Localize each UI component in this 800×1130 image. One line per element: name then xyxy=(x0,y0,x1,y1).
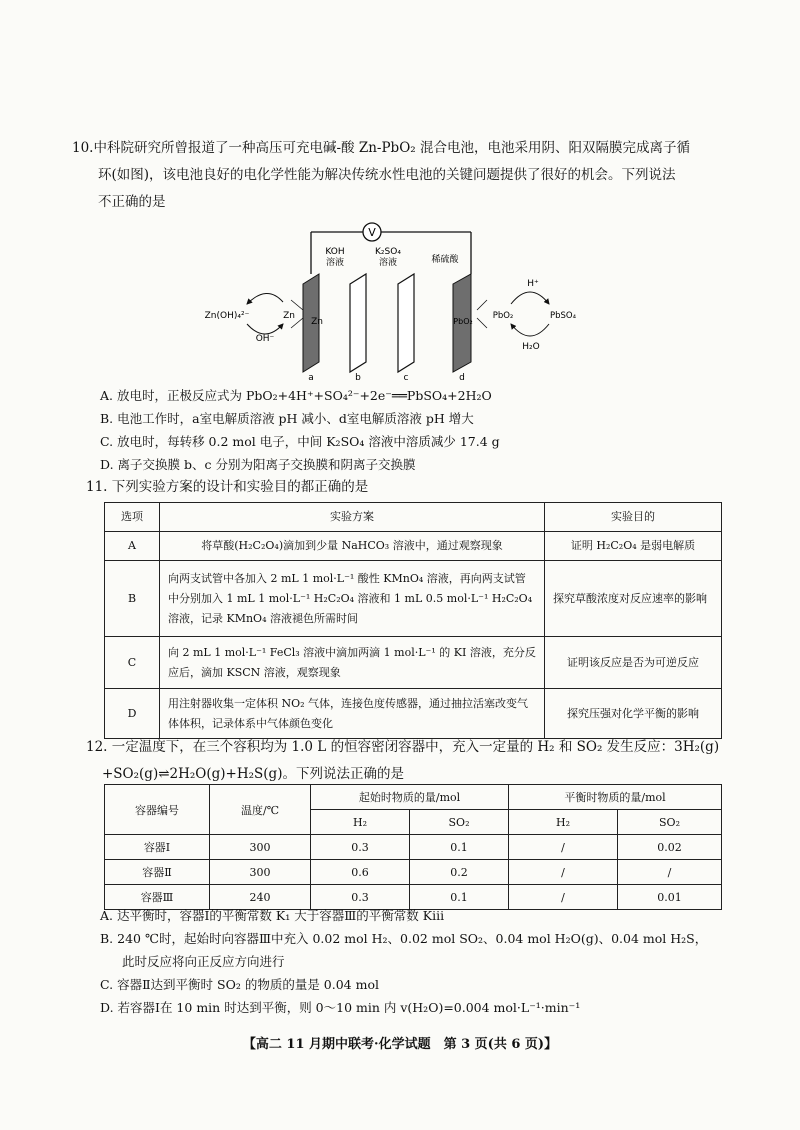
question-10-stem xyxy=(72,135,732,216)
label-k2so4: K₂SO₄ xyxy=(375,247,401,257)
q12-header-equilibrium: 平衡时物质的量/mol xyxy=(509,785,722,810)
q11-row-c-option: C xyxy=(105,637,160,689)
q11-row-a-goal: 证明 H₂C₂O₄ 是弱电解质 xyxy=(545,532,722,561)
voltmeter-label: V xyxy=(368,226,376,239)
q12-row-1-h2-initial: 0.3 xyxy=(311,835,410,860)
right-cycle-arrow-bottom xyxy=(511,324,549,336)
q12-line-1: 12. 一定温度下，在三个容积均为 1.0 L 的恒容密闭容器中，充入一定量的 H₂ 和 SO₂ 发生反应：3H₂(g) xyxy=(86,739,720,755)
table-row xyxy=(105,532,722,561)
q11-row-b-plan: 向两支试管中各加入 2 mL 1 mol·L⁻¹ 酸性 KMnO₄ 溶液，再向两支试管中分别加入 1 mL 1 mol·L⁻¹ H₂C₂O₄ 溶液和 1 mL 0.5 mol·L⁻¹ H₂C₂O₄ 溶液，记录 KMnO₄ 溶液褪色所需时间 xyxy=(160,561,545,637)
q12-header-h2-eq: H₂ xyxy=(509,810,618,835)
label-h2o: H₂O xyxy=(522,342,540,352)
q11-row-b-goal: 探究草酸浓度对反应速率的影响 xyxy=(545,561,722,637)
q12-row-3-name: 容器Ⅲ xyxy=(105,885,210,910)
question-12-stem xyxy=(86,734,746,788)
q12-header-h2-initial: H₂ xyxy=(311,810,410,835)
q12-row-2-h2-initial: 0.6 xyxy=(311,860,410,885)
q12-row-2-so2-initial: 0.2 xyxy=(410,860,509,885)
label-koh: KOH xyxy=(325,247,345,257)
q11-row-b-option: B xyxy=(105,561,160,637)
left-cycle-arrow-bottom xyxy=(247,324,283,334)
battery-diagram xyxy=(205,212,605,382)
label-b: b xyxy=(355,373,361,382)
q12-option-a: A. 达平衡时，容器Ⅰ的平衡常数 K₁ 大于容器Ⅲ的平衡常数 Kⅲ xyxy=(100,908,445,923)
q11-header-goal: 实验目的 xyxy=(545,503,722,532)
q10-option-c: C. 放电时，每转移 0.2 mol 电子，中间 K₂SO₄ 溶液中溶质减少 17.4 g xyxy=(100,434,500,449)
q11-row-d-goal: 探究压强对化学平衡的影响 xyxy=(545,689,722,739)
label-a: a xyxy=(308,373,314,382)
table-row xyxy=(105,860,722,885)
q12-row-3-so2-initial: 0.1 xyxy=(410,885,509,910)
q11-header-plan: 实验方案 xyxy=(160,503,545,532)
q12-options xyxy=(100,904,740,1019)
label-oh: OH⁻ xyxy=(255,334,275,344)
q12-table xyxy=(104,784,722,910)
q12-header-so2-initial: SO₂ xyxy=(410,810,509,835)
label-d: d xyxy=(459,373,465,382)
q12-option-b-cont: 此时反应将向正反应方向进行 xyxy=(122,954,285,969)
q10-options xyxy=(100,384,740,476)
q11-header-row xyxy=(105,503,722,532)
q11-row-a-option: A xyxy=(105,532,160,561)
pbo2-electrode-label: PbO₂ xyxy=(453,317,473,326)
q12-header-initial: 起始时物质的量/mol xyxy=(311,785,509,810)
q12-row-2-temp: 300 xyxy=(210,860,311,885)
q12-header-temp: 温度/℃ xyxy=(210,785,311,835)
label-h-plus: H⁺ xyxy=(527,279,539,289)
q12-option-c: C. 容器Ⅱ达到平衡时 SO₂ 的物质的量是 0.04 mol xyxy=(100,977,379,992)
q12-row-3-h2-eq: / xyxy=(509,885,618,910)
q10-option-b: B. 电池工作时，a室电解质溶液 pH 减小、d室电解质溶液 pH 增大 xyxy=(100,411,474,426)
question-11-stem: 11. 下列实验方案的设计和实验目的都正确的是 xyxy=(86,479,369,495)
membrane-b xyxy=(350,274,366,372)
q10-line-1: 10.中科院研究所曾报道了一种高压可充电碱-酸 Zn-PbO₂ 混合电池，电池采用阴、阳双隔膜完成离子循 xyxy=(72,140,690,156)
q10-option-d: D. 离子交换膜 b、c 分别为阳离子交换膜和阴离子交换膜 xyxy=(100,457,416,472)
q12-row-2-so2-eq: / xyxy=(618,860,722,885)
q11-row-d-option: D xyxy=(105,689,160,739)
q11-row-d-plan: 用注射器收集一定体积 NO₂ 气体，连接色度传感器，通过抽拉活塞改变气体体积，记录体系中气体颜色变化 xyxy=(160,689,545,739)
label-c: c xyxy=(403,373,409,382)
q11-table xyxy=(104,502,722,739)
q11-row-c-goal: 证明该反应是否为可逆反应 xyxy=(545,637,722,689)
q10-option-a: A. 放电时，正极反应式为 PbO₂+4H⁺+SO₄²⁻+2e⁻══PbSO₄+2H₂O xyxy=(100,388,492,403)
q10-line-2: 环(如图)，该电池良好的电化学性能为解决传统水性电池的关键问题提供了很好的机会。下列说法 xyxy=(98,167,676,183)
q11-row-a-plan: 将草酸(H₂C₂O₄)滴加到少量 NaHCO₃ 溶液中，通过观察现象 xyxy=(160,532,545,561)
q12-row-1-h2-eq: / xyxy=(509,835,618,860)
page-footer: 【高二 11 月期中联考·化学试题 第 3 页(共 6 页)】 xyxy=(242,1037,558,1052)
label-zn: Zn xyxy=(283,311,295,321)
label-pbso4: PbSO₄ xyxy=(549,311,577,321)
q12-option-d: D. 若容器Ⅰ在 10 min 时达到平衡，则 0～10 min 内 v(H₂O)=0.004 mol·L⁻¹·min⁻¹ xyxy=(100,1000,581,1015)
q11-row-c-plan: 向 2 mL 1 mol·L⁻¹ FeCl₃ 溶液中滴加两滴 1 mol·L⁻¹ 的 KI 溶液，充分反应后，滴加 KSCN 溶液，观察现象 xyxy=(160,637,545,689)
q12-header-row-1 xyxy=(105,785,722,810)
q12-option-b: B. 240 ℃时，起始时向容器Ⅲ中充入 0.02 mol H₂、0.02 mol SO₂、0.04 mol H₂O(g)、0.04 mol H₂S， xyxy=(100,931,708,946)
zn-electrode-label: Zn xyxy=(311,317,323,327)
membrane-c xyxy=(398,274,414,372)
label-k2so4-solution: 溶液 xyxy=(378,258,398,268)
label-dilute-sulfuric-acid: 稀硫酸 xyxy=(431,255,459,265)
q12-row-3-so2-eq: 0.01 xyxy=(618,885,722,910)
label-koh-solution: 溶液 xyxy=(325,258,345,268)
right-leader-bottom xyxy=(477,318,487,328)
left-leader-top xyxy=(291,300,303,310)
q12-row-1-temp: 300 xyxy=(210,835,311,860)
q10-line-3: 不正确的是 xyxy=(98,194,166,210)
label-pbo2: PbO₂ xyxy=(492,311,514,321)
right-leader-top xyxy=(477,300,487,310)
q12-row-1-name: 容器Ⅰ xyxy=(105,835,210,860)
q12-row-3-h2-initial: 0.3 xyxy=(311,885,410,910)
table-row xyxy=(105,561,722,637)
left-cycle-arrow-top xyxy=(247,293,283,304)
q12-line-2: +SO₂(g)⇌2H₂O(g)+H₂S(g)。下列说法正确的是 xyxy=(102,766,404,782)
q12-row-1-so2-eq: 0.02 xyxy=(618,835,722,860)
q12-row-1-so2-initial: 0.1 xyxy=(410,835,509,860)
q12-row-2-h2-eq: / xyxy=(509,860,618,885)
right-cycle-arrow-top xyxy=(511,292,549,304)
q12-row-3-temp: 240 xyxy=(210,885,311,910)
q12-row-2-name: 容器Ⅱ xyxy=(105,860,210,885)
q12-header-container: 容器编号 xyxy=(105,785,210,835)
q12-header-so2-eq: SO₂ xyxy=(618,810,722,835)
label-zincate: Zn(OH)₄²⁻ xyxy=(205,311,250,321)
table-row xyxy=(105,689,722,739)
table-row xyxy=(105,835,722,860)
table-row xyxy=(105,637,722,689)
q11-header-option: 选项 xyxy=(105,503,160,532)
